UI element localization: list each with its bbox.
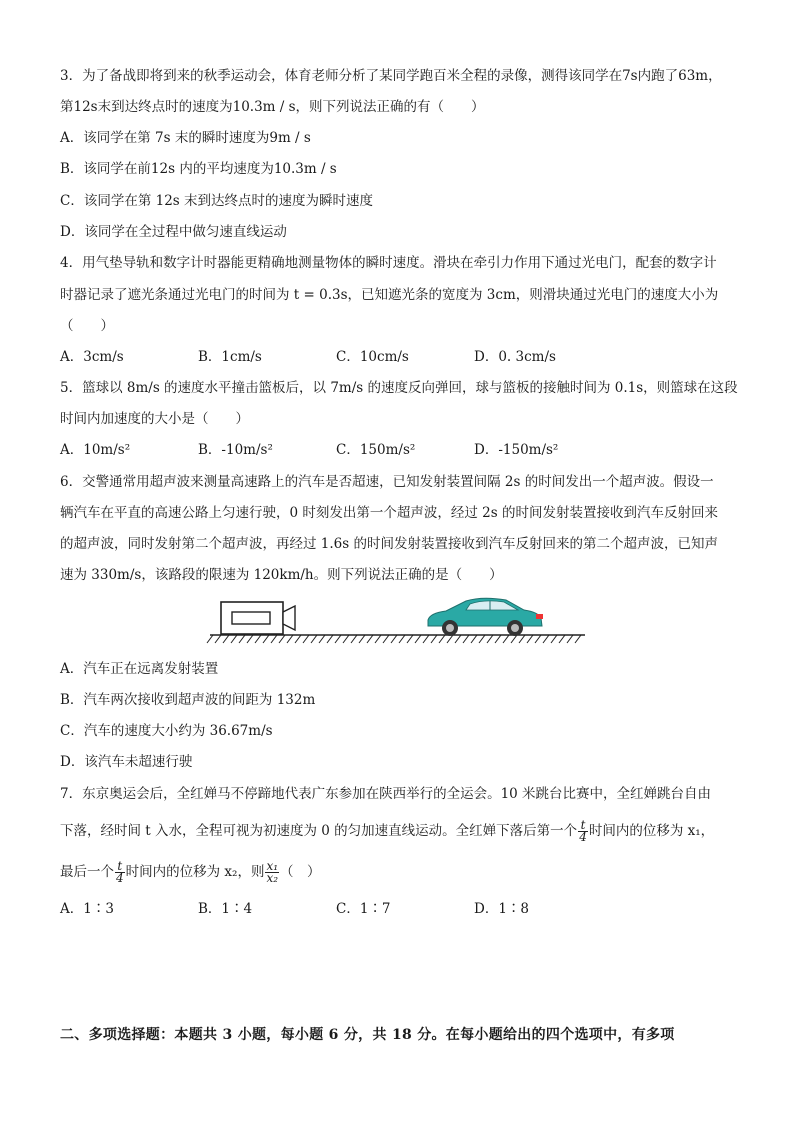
hatch-mark	[351, 635, 357, 643]
q4-option-a: A．3cm/s	[60, 349, 124, 365]
q5-option-b: B．-10m/s²	[198, 442, 273, 458]
hatch-mark	[407, 635, 413, 643]
hatch-mark	[423, 635, 429, 643]
q6-stem-line4: 速为 330m/s，该路段的限速为 120km/h。则下列说法正确的是（ ）	[60, 567, 503, 583]
fraction-denominator-x2: x₂	[266, 871, 279, 885]
hatch-mark	[311, 635, 317, 643]
hatch-mark	[223, 635, 229, 643]
hatch-mark	[343, 635, 349, 643]
fraction-numerator: t	[115, 861, 125, 873]
q7-line2-text-b: 时间内的位移为 x₁，	[588, 823, 715, 839]
hatch-mark	[231, 635, 237, 643]
section-2-heading: 二、多项选择题：本题共 3 小题，每小题 6 分，共 18 分。在每小题给出的四个选项中，有多项	[60, 1027, 675, 1043]
fraction-denominator: 4	[579, 830, 587, 844]
quarter-t-fraction-2	[115, 861, 125, 884]
hatch-mark	[535, 635, 541, 643]
hatch-mark	[575, 635, 581, 643]
hatch-mark	[239, 635, 245, 643]
q5-option-c: C．150m/s²	[336, 442, 416, 458]
q4-option-b: B．1cm/s	[198, 349, 262, 365]
hatch-mark	[279, 635, 285, 643]
q6-stem-line3: 的超声波，同时发射第二个超声波，再经过 1.6s 的时间发射装置接收到汽车反射回来的第二个超声波，已知声	[60, 536, 718, 552]
hatch-mark	[415, 635, 421, 643]
hatch-mark	[447, 635, 453, 643]
hatch-mark	[567, 635, 573, 643]
hatch-mark	[303, 635, 309, 643]
q7-option-b: B．1∶4	[198, 901, 253, 917]
q3-option-a: A．该同学在第 7s 末的瞬时速度为9m / s	[60, 130, 311, 146]
q4-option-d: D．0. 3cm/s	[474, 349, 556, 365]
q6-option-c: C．汽车的速度大小约为 36.67m/s	[60, 723, 273, 739]
hatch-mark	[215, 635, 221, 643]
hatch-mark	[463, 635, 469, 643]
hatch-mark	[511, 635, 517, 643]
hatch-mark	[391, 635, 397, 643]
q7-stem-line1: 7．东京奥运会后，全红婵马不停蹄地代表广东参加在陕西举行的全运会。10 米跳台比赛中，全红婵跳台自由	[60, 786, 712, 802]
hatch-mark	[207, 635, 213, 643]
q4-stem-line2: 时器记录了遮光条通过光电门的时间为 t = 0.3s，已知遮光条的宽度为 3cm，则滑块通过光电门的速度大小为	[60, 287, 719, 303]
hatch-mark	[271, 635, 277, 643]
hatch-mark	[327, 635, 333, 643]
fraction-numerator: t	[578, 820, 588, 832]
hatch-mark	[247, 635, 253, 643]
q6-option-d: D．该汽车未超速行驶	[60, 754, 193, 770]
q7-line3-text-c: （ ）	[280, 864, 321, 880]
q7-line3-text-b: 时间内的位移为 x₂，则	[125, 864, 265, 880]
q5-stem-line1: 5．篮球以 8m/s 的速度水平撞击篮板后，以 7m/s 的速度反向弹回，球与篮板的接触时间为 0.1s，则篮球在这段	[60, 380, 738, 396]
q6-option-a: A．汽车正在远离发射装置	[60, 661, 219, 677]
q4-stem-line1: 4．用气垫导轨和数字计时器能更精确地测量物体的瞬时速度。滑块在牵引力作用下通过光电门，配套的数字计	[60, 255, 717, 271]
quarter-t-fraction	[578, 820, 588, 843]
hatch-mark	[503, 635, 509, 643]
hatch-mark	[455, 635, 461, 643]
hatch-mark	[479, 635, 485, 643]
hatch-mark	[255, 635, 261, 643]
q7-option-a: A．1∶3	[60, 901, 114, 917]
hatch-mark	[439, 635, 445, 643]
ultrasound-car-figure	[205, 588, 590, 648]
emitter-device-icon	[221, 602, 295, 634]
q3-stem-line2: 第12s末到达终点时的速度为10.3m / s，则下列说法正确的有（ ）	[60, 99, 485, 115]
q7-line2-text-a: 下落，经时间 t 入水，全程可视为初速度为 0 的匀加速直线运动。全红婵下落后第一个	[60, 823, 578, 839]
hatch-mark	[319, 635, 325, 643]
q6-option-b: B．汽车两次接收到超声波的间距为 132m	[60, 692, 316, 708]
q3-option-d: D．该同学在全过程中做匀速直线运动	[60, 224, 287, 240]
fraction-denominator: 4	[116, 871, 124, 885]
hatch-mark	[287, 635, 293, 643]
q6-stem-line2: 辆汽车在平直的高速公路上匀速行驶，0 时刻发出第一个超声波，经过 2s 的时间发射装置接收到汽车反射回来	[60, 505, 718, 521]
x1-over-x2-fraction	[265, 861, 279, 884]
q7-stem-line3	[60, 861, 321, 884]
q5-option-a: A．10m/s²	[60, 442, 131, 458]
hatch-mark	[263, 635, 269, 643]
hatch-mark	[527, 635, 533, 643]
hatch-mark	[375, 635, 381, 643]
fraction-numerator-x1: x₁	[266, 859, 279, 873]
q4-stem-line3: （ ）	[60, 318, 114, 334]
q7-option-d: D．1∶8	[474, 901, 530, 917]
hatch-mark	[471, 635, 477, 643]
q6-stem-line1: 6．交警通常用超声波来测量高速路上的汽车是否超速，已知发射装置间隔 2s 的时间发出一个超声波。假设一	[60, 474, 714, 490]
hatch-mark	[495, 635, 501, 643]
hatch-mark	[335, 635, 341, 643]
q7-option-c: C．1∶7	[336, 901, 391, 917]
q3-stem-line1: 3．为了备战即将到来的秋季运动会，体育老师分析了某同学跑百米全程的录像，测得该同学在7s内跑了63m，	[60, 68, 722, 84]
hatch-mark	[519, 635, 525, 643]
q5-option-d: D．-150m/s²	[474, 442, 559, 458]
hatch-mark	[367, 635, 373, 643]
hatch-mark	[399, 635, 405, 643]
q4-option-c: C．10cm/s	[336, 349, 409, 365]
hatch-mark	[295, 635, 301, 643]
q7-stem-line2	[60, 820, 714, 843]
hatch-mark	[359, 635, 365, 643]
hatch-mark	[559, 635, 565, 643]
car-icon	[428, 598, 543, 636]
q7-line3-text-a: 最后一个	[60, 864, 114, 880]
hatch-mark	[431, 635, 437, 643]
hatch-mark	[487, 635, 493, 643]
hatch-mark	[383, 635, 389, 643]
hatch-mark	[551, 635, 557, 643]
q3-option-c: C．该同学在第 12s 末到达终点时的速度为瞬时速度	[60, 193, 374, 209]
hatch-mark	[543, 635, 549, 643]
q3-option-b: B．该同学在前12s 内的平均速度为10.3m / s	[60, 161, 337, 177]
q5-stem-line2: 时间内加速度的大小是（ ）	[60, 411, 249, 427]
ground-hatching	[207, 635, 581, 643]
